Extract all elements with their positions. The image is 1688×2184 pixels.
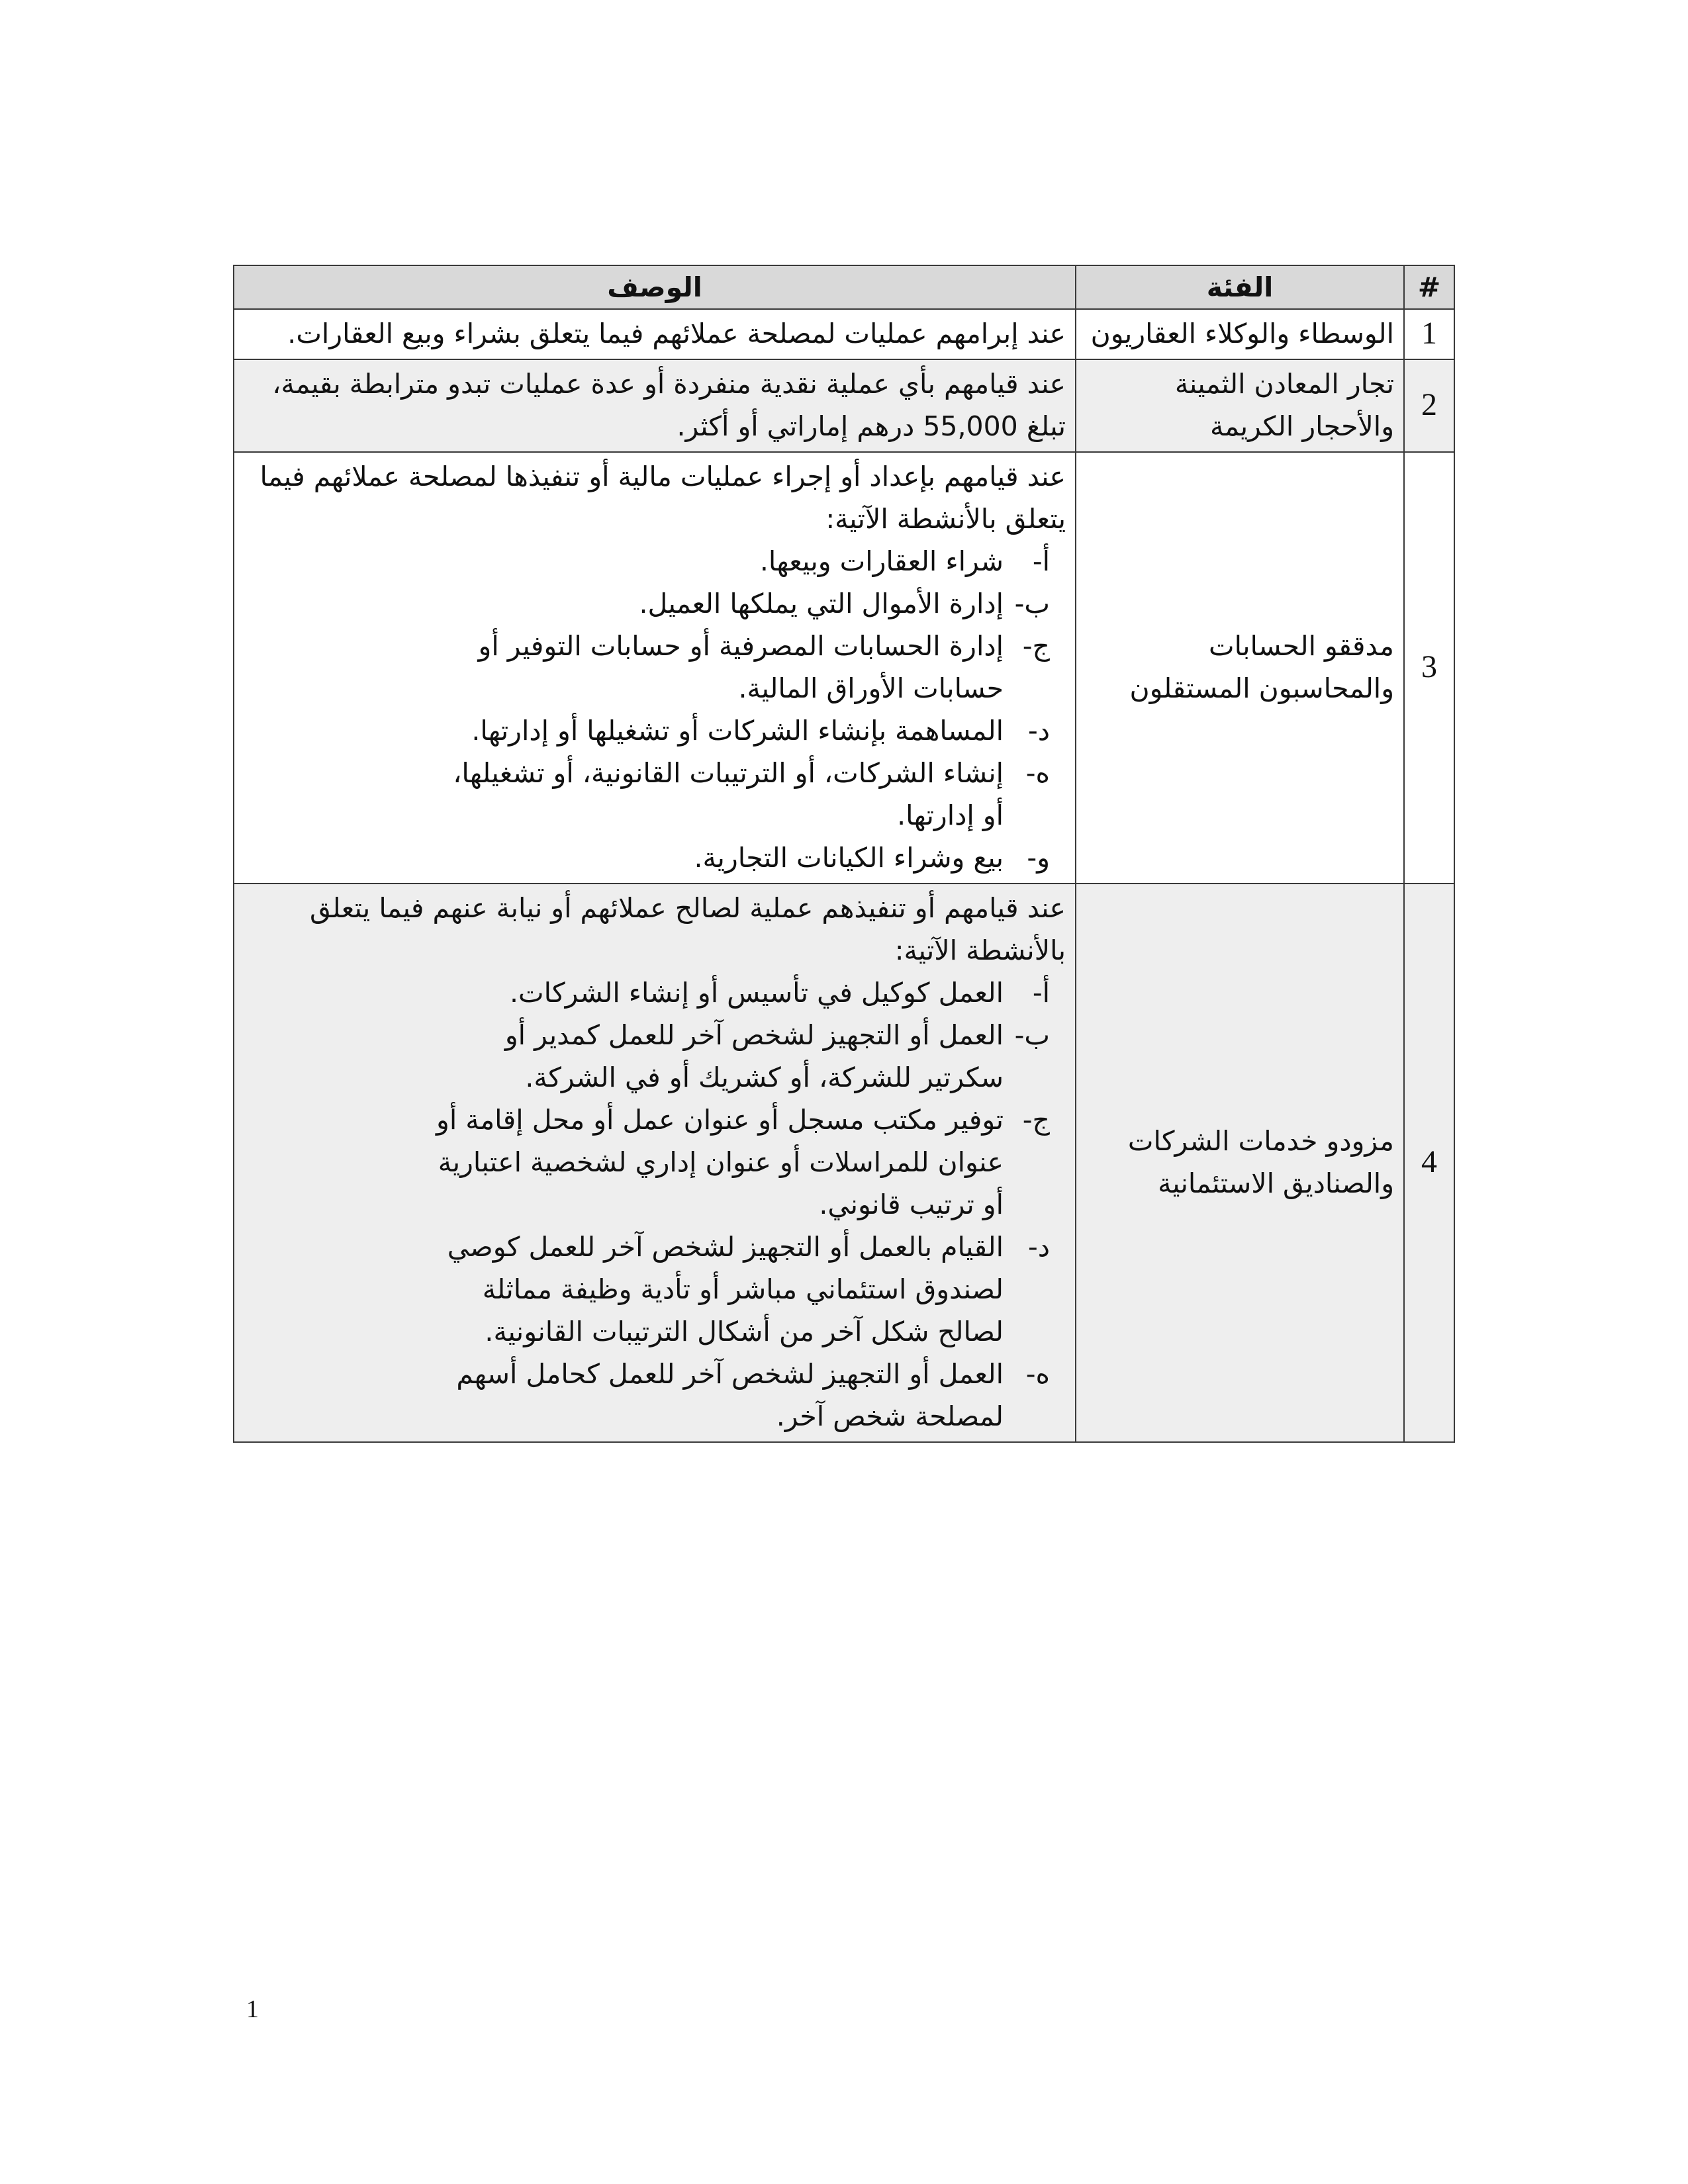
list-item-text: شراء العقارات وبيعها. xyxy=(759,545,1004,577)
list-marker: و- xyxy=(1027,842,1050,874)
list-marker: د- xyxy=(1027,715,1050,747)
row-category: مزودو خدمات الشركات والصناديق الاستئمانية xyxy=(1076,884,1404,1442)
row-category: مدققو الحسابات والمحاسبون المستقلون xyxy=(1076,452,1404,884)
description-text: عند قيامهم بإعداد أو إجراء عمليات مالية أو تنفيذها لمصلحة عملائهم فيما يتعلق بالأنشطة الآتية: xyxy=(259,461,1066,535)
list-marker: د- xyxy=(1027,1231,1050,1263)
row-number: 4 xyxy=(1404,884,1454,1442)
list-item-text: إدارة الأموال التي يملكها العميل. xyxy=(639,588,1004,619)
list-marker: ب- xyxy=(1014,1019,1050,1051)
list-item-text: القيام بالعمل أو التجهيز لشخص آخر للعمل كوصي لصندوق استئماني مباشر أو تأدية وظيفة مماثلة لصالح شكل آخر من أشكال الترتيبات القانونية. xyxy=(447,1231,1004,1347)
activity-list xyxy=(244,540,1066,879)
list-item-text: بيع وشراء الكيانات التجارية. xyxy=(694,842,1004,874)
header-number: # xyxy=(1404,265,1454,309)
description-text: عند إبرامهم عمليات لمصلحة عملائهم فيما يتعلق بشراء وبيع العقارات. xyxy=(287,318,1066,349)
list-item xyxy=(244,582,1066,625)
row-category: تجار المعادن الثمينة والأحجار الكريمة xyxy=(1076,359,1404,452)
list-item-text: المساهمة بإنشاء الشركات أو تشغيلها أو إدارتها. xyxy=(471,715,1004,747)
description-text: عند قيامهم بأي عملية نقدية منفردة أو عدة عمليات تبدو مترابطة بقيمة، تبلغ 55,000 درهم إماراتي أو أكثر. xyxy=(272,368,1066,442)
list-item xyxy=(244,1014,1066,1099)
list-item xyxy=(244,709,1066,752)
list-marker: ه- xyxy=(1025,1358,1050,1390)
list-item-text: العمل أو التجهيز لشخص آخر للعمل كمدير أو سكرتير للشركة، أو كشريك أو في الشركة. xyxy=(504,1019,1004,1093)
list-item xyxy=(244,1353,1066,1437)
activities-table xyxy=(233,265,1455,1443)
list-item-text: إدارة الحسابات المصرفية أو حسابات التوفير أو حسابات الأوراق المالية. xyxy=(478,630,1004,704)
list-item-text: العمل كوكيل في تأسيس أو إنشاء الشركات. xyxy=(510,977,1004,1009)
table-header-row xyxy=(234,265,1454,309)
list-marker: ج- xyxy=(1022,1104,1050,1136)
row-number: 2 xyxy=(1404,359,1454,452)
description-text: عند قيامهم أو تنفيذهم عملية لصالح عملائهم أو نيابة عنهم فيما يتعلق بالأنشطة الآتية: xyxy=(309,892,1066,966)
list-item xyxy=(244,1099,1066,1226)
list-marker: ب- xyxy=(1014,588,1050,619)
list-item-text: العمل أو التجهيز لشخص آخر للعمل كحامل أسهم لمصلحة شخص آخر. xyxy=(456,1358,1004,1432)
table-row xyxy=(234,359,1454,452)
row-number: 1 xyxy=(1404,309,1454,359)
list-item xyxy=(244,1226,1066,1353)
row-description xyxy=(234,884,1076,1442)
page-number: 1 xyxy=(246,1995,259,2023)
activity-list xyxy=(244,972,1066,1437)
list-item xyxy=(244,972,1066,1014)
list-item xyxy=(244,625,1066,709)
list-marker: ه- xyxy=(1025,757,1050,789)
list-marker: أ- xyxy=(1032,545,1050,577)
list-item xyxy=(244,837,1066,879)
row-description xyxy=(234,309,1076,359)
list-item-text: إنشاء الشركات، أو الترتيبات القانونية، أو تشغيلها، أو إدارتها. xyxy=(453,757,1004,831)
table-row xyxy=(234,452,1454,884)
header-description: الوصف xyxy=(234,265,1076,309)
list-item xyxy=(244,752,1066,837)
header-category: الفئة xyxy=(1076,265,1404,309)
table-row xyxy=(234,309,1454,359)
list-marker: ج- xyxy=(1022,630,1050,662)
table-row xyxy=(234,884,1454,1442)
row-number: 3 xyxy=(1404,452,1454,884)
list-item-text: توفير مكتب مسجل أو عنوان عمل أو محل إقامة أو عنوان للمراسلات أو عنوان إداري لشخصية اعتبارية أو ترتيب قانوني. xyxy=(436,1104,1004,1220)
list-marker: أ- xyxy=(1032,977,1050,1009)
list-item xyxy=(244,540,1066,582)
row-description xyxy=(234,452,1076,884)
row-description xyxy=(234,359,1076,452)
row-category: الوسطاء والوكلاء العقاريون xyxy=(1076,309,1404,359)
